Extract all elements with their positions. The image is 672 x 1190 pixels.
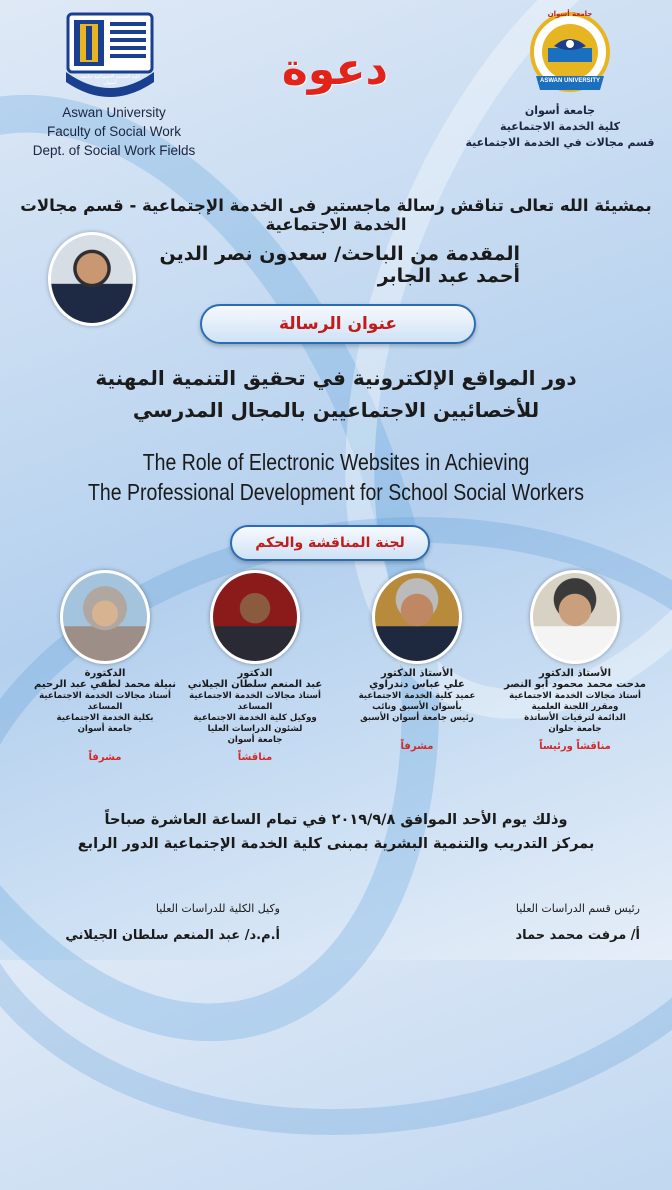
member-desc: أستاذ مجالات الخدمة الاجتماعية <box>509 691 641 701</box>
thesis-title-en-line1: The Role of Electronic Websites in Achieving <box>142 449 530 476</box>
member-role: مناقشاً ورئيساً <box>539 741 611 752</box>
left-institution-name: Aswan University <box>62 105 166 120</box>
member-desc: رئيس جامعة أسوان الأسبق <box>360 713 474 723</box>
thesis-title-badge: عنوان الرسالة <box>200 304 476 344</box>
background-swoosh <box>0 12 552 1124</box>
right-department-name: قسم مجالات في الخدمة الاجتماعية <box>465 136 655 149</box>
researcher-photo <box>48 232 136 326</box>
invitation-title: دعوة <box>281 44 389 95</box>
researcher-line: المقدمة من الباحث/ سعدون نصر الدين أحمد عبد الجابر <box>159 243 520 287</box>
member-title: الدكتور <box>237 668 273 679</box>
university-logo-bottom-text: ASWAN UNIVERSITY <box>539 78 600 84</box>
member-desc: جامعة حلوان <box>548 724 602 734</box>
member-name: علي عباس دندراوي <box>369 679 465 690</box>
member-photo <box>372 570 462 664</box>
committee-member <box>342 570 492 752</box>
schedule-line2: بمركز التدريب والتنمية البشرية بمبنى كلية الخدمة الإجتماعية الدور الرابع <box>77 836 595 852</box>
university-logo-top-text: جامعة أسوان <box>547 10 593 18</box>
member-title: الأستاذ الدكتور <box>380 668 454 679</box>
committee-member <box>500 570 650 752</box>
member-photo <box>210 570 300 664</box>
member-name: مدحت محمد محمود أبو النصر <box>504 679 646 690</box>
left-department-name: Dept. of Social Work Fields <box>32 143 196 158</box>
left-faculty-name: Faculty of Social Work <box>46 124 182 139</box>
member-role: مشرفاً <box>88 752 122 763</box>
member-desc: عميد كلية الخدمة الاجتماعية <box>358 691 476 701</box>
right-university-name: جامعة أسوان <box>524 104 596 117</box>
member-photo <box>530 570 620 664</box>
member-desc: أستاذ مجالات الخدمة الاجتماعية المساعد <box>189 691 321 712</box>
member-desc: جامعة أسوان <box>77 724 133 734</box>
member-photo <box>60 570 150 664</box>
member-name: عبد المنعم سلطان الجيلاني <box>187 679 323 690</box>
signature-left-label: وكيل الكلية للدراسات العليا <box>155 902 280 915</box>
member-name: نبيلة محمد لطفي عبد الرحيم <box>34 679 176 690</box>
university-logo <box>528 10 612 100</box>
signature-left-name: أ.م.د/ عبد المنعم سلطان الجيلاني <box>65 928 280 943</box>
member-desc: جامعة أسوان <box>227 735 283 745</box>
member-title: الدكتورة <box>84 668 126 679</box>
member-desc: الدائمة لترقيات الأساتذة <box>524 713 626 723</box>
member-desc: ووكيل كلية الخدمة الاجتماعية <box>193 713 317 723</box>
member-role: مشرفاً <box>400 741 434 752</box>
member-desc: بكلية الخدمة الاجتماعية <box>56 713 154 723</box>
signature-right-name: أ/ مرفت محمد حماد <box>515 928 640 943</box>
member-desc: أستاذ مجالات الخدمة الاجتماعية المساعد <box>39 691 171 712</box>
committee-member <box>30 570 180 763</box>
right-faculty-name: كلية الخدمة الاجتماعية <box>500 120 620 133</box>
committee-badge: لجنة المناقشة والحكم <box>230 525 430 561</box>
member-desc: ومقرر اللجنة العلمية <box>531 702 619 712</box>
thesis-title-en-line2: The Professional Development for School Social Workers <box>87 479 585 506</box>
thesis-title-ar-line1: دور المواقع الإلكترونية في تحقيق التنمية المهنية <box>95 366 577 390</box>
intro-line: بمشيئة الله تعالى تناقش رسالة ماجستير فى الخدمة الإجتماعية - قسم مجالات الخدمة الاجتماعية <box>20 196 652 234</box>
member-role: مناقشاً <box>237 752 273 763</box>
member-desc: بأسوان الأسبق ونائب <box>372 702 462 712</box>
faculty-logo-caption: كلية الخدمة الاجتماعية جامعة أسوان <box>80 74 140 86</box>
thesis-title-ar-line2: للأخصائيين الاجتماعيين بالمجال المدرسي <box>132 398 540 422</box>
member-desc: لشئون الدراسات العليا <box>207 724 303 734</box>
committee-member <box>180 570 330 763</box>
member-title: الأستاذ الدكتور <box>538 668 612 679</box>
faculty-logo <box>62 12 158 98</box>
schedule-line1: وذلك يوم الأحد الموافق ٢٠١٩/٩/٨ في تمام الساعة العاشرة صباحاً <box>104 812 568 828</box>
signature-right-label: رئيس قسم الدراسات العليا <box>515 902 640 915</box>
